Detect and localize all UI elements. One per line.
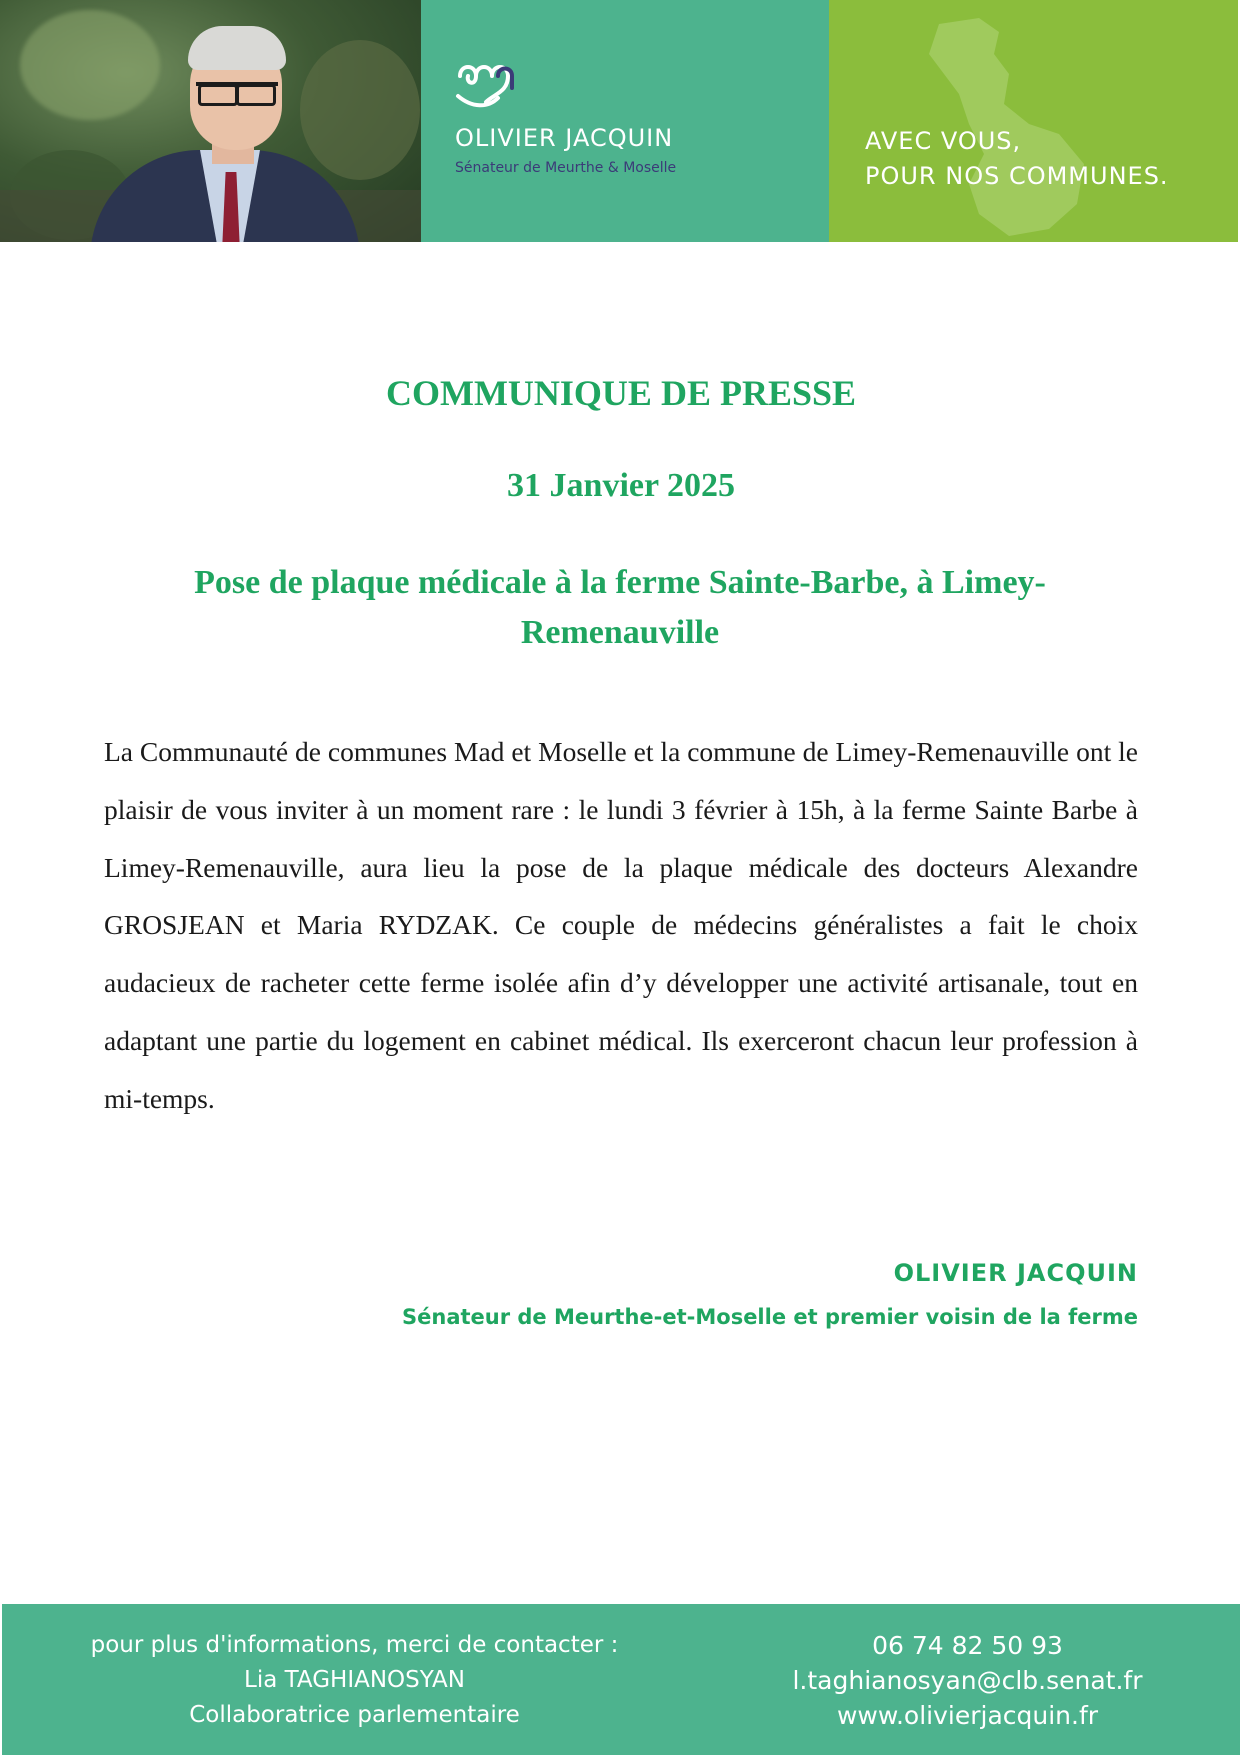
document-type-heading: COMMUNIQUE DE PRESSE [385, 373, 857, 413]
logo-icon [454, 62, 534, 112]
signature-name: OLIVIER JACQUIN [893, 1259, 1138, 1287]
header-senator-subtitle: Sénateur de Meurthe & Moselle [455, 160, 677, 176]
contact-details-block [707, 1628, 1228, 1733]
senator-portrait-photo [0, 0, 421, 242]
header-banner [0, 0, 1238, 242]
header-slogan-panel [829, 0, 1238, 242]
signature-title: Sénateur de Meurthe-et-Moselle et premier voisin de la ferme [402, 1305, 1138, 1329]
slogan-line-1: AVEC VOUS, [865, 127, 1022, 155]
contact-email[interactable]: l.taghianosyan@clb.senat.fr [792, 1666, 1143, 1695]
slogan-line-2: POUR NOS COMMUNES. [865, 162, 1169, 190]
contact-name: Lia TAGHIANOSYAN [244, 1667, 465, 1693]
contact-website[interactable]: www.olivierjacquin.fr [836, 1701, 1099, 1730]
header-slogan [865, 124, 1169, 194]
document-date: 31 Janvier 2025 [507, 467, 735, 504]
header-identity-panel [421, 0, 829, 242]
header-senator-name: OLIVIER JACQUIN [455, 124, 674, 152]
contact-intro: pour plus d'informations, merci de contacter : [90, 1632, 619, 1658]
document-subject: Pose de plaque médicale à la ferme Sainte-Barbe, à Limey-Remenauville [194, 564, 1046, 651]
press-release-body: La Communauté de communes Mad et Moselle et la commune de Limey-Remenauville ont le plaisir de vous inviter à un moment rare : le lundi 3 février à 15h, à la ferme Sainte Barbe à Limey-Remenauville, aura lieu la pose de la plaque médicale des docteurs Alexandre GROSJEAN et Maria RYDZAK. Ce couple de médecins généralistes a fait le choix audacieux de racheter cette ferme isolée afin d’y développer une activité artisanale, tout en adaptant une partie du logement en cabinet médical. Ils exerceront chacun leur profession à mi-temps. [104, 736, 1138, 1114]
contact-role: Collaboratrice parlementaire [189, 1702, 520, 1728]
contact-phone: 06 74 82 50 93 [872, 1631, 1063, 1660]
contact-footer [2, 1604, 1240, 1755]
contact-person-block [2, 1628, 707, 1733]
